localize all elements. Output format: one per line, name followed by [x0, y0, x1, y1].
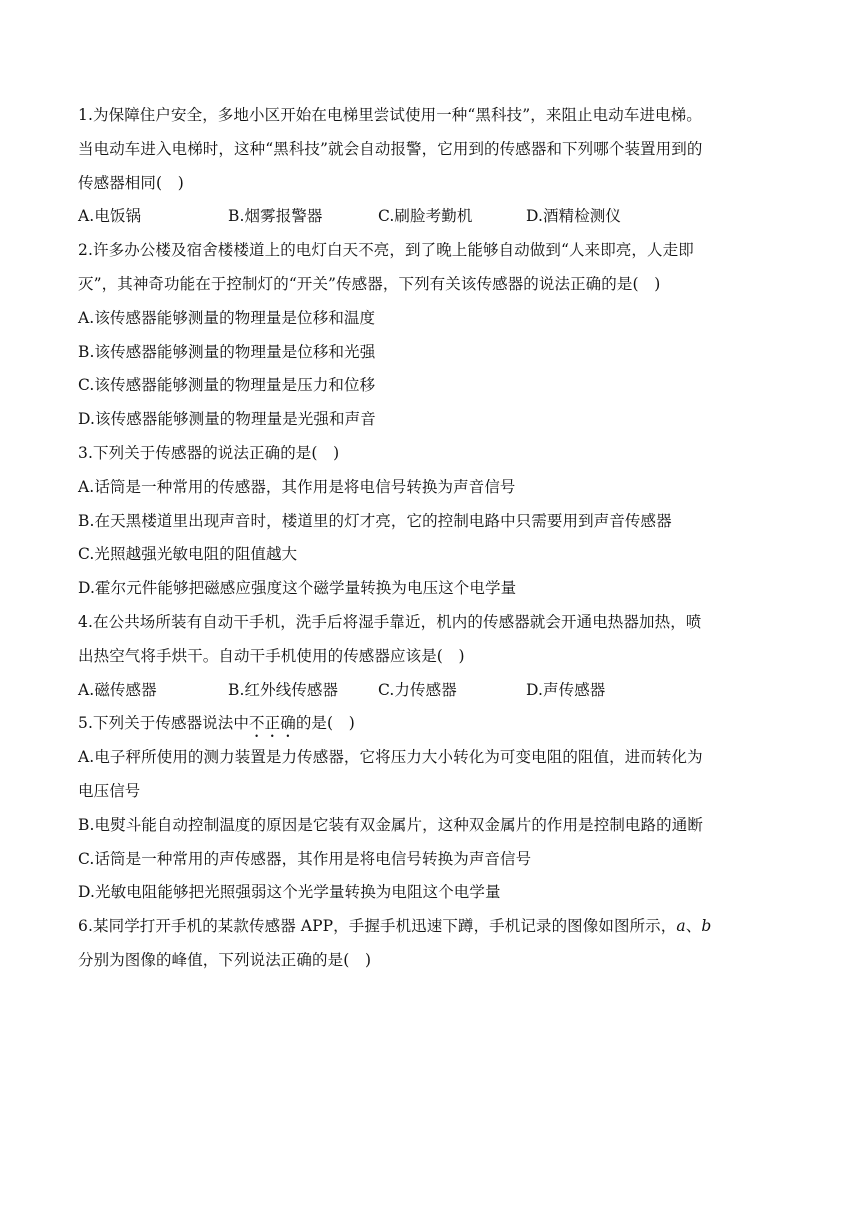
q5-option-c: C.话筒是一种常用的声传感器，其作用是将电信号转换为声音信号: [78, 849, 532, 868]
question-list: [78, 99, 778, 978]
q3-option-a: A.话筒是一种常用的传感器，其作用是将电信号转换为声音信号: [78, 477, 516, 496]
q2-option-d: D.该传感器能够测量的物理量是光强和声音: [78, 410, 376, 429]
q4-stem-line-2: 出热空气将手烘干。自动干手机使用的传感器应该是( ): [78, 646, 465, 665]
q4-option-b: B.红外线传感器: [228, 680, 339, 699]
q2-option-c: C.该传感器能够测量的物理量是压力和位移: [78, 376, 376, 395]
q5-option-d: D.光敏电阻能够把光照强弱这个光学量转换为电阻这个电学量: [78, 883, 501, 902]
q4-option-a: A.磁传感器: [78, 680, 157, 699]
q5-option-b: B.电熨斗能自动控制温度的原因是它装有双金属片，这种双金属片的作用是控制电路的通断: [78, 815, 703, 834]
q6-var-b: b: [701, 917, 712, 936]
q1-stem-line-2: 当电动车进入电梯时，这种“黑科技”就会自动报警，它用到的传感器和下列哪个装置用到的: [78, 139, 703, 158]
q1-options: [78, 200, 778, 234]
q4-option-c: C.力传感器: [378, 680, 457, 699]
q1-stem-line-3: 传感器相同( ): [78, 173, 184, 192]
q6-stem-line-1: [78, 910, 778, 944]
q5-stem-suffix: 的是( ): [295, 714, 355, 733]
q6-var-a: a: [676, 917, 686, 936]
q3-stem: 3.下列关于传感器的说法正确的是( ): [78, 443, 340, 462]
q2-option-a: A.该传感器能够测量的物理量是位移和温度: [78, 308, 376, 327]
q3-option-c: C.光照越强光敏电阻的阻值越大: [78, 545, 298, 564]
q1-option-c: C.刷脸考勤机: [378, 207, 473, 226]
q1-option-b: B.烟雾报警器: [228, 207, 323, 226]
q6-stem-line-2: 分别为图像的峰值，下列说法正确的是( ): [78, 950, 372, 969]
q6-stem-prefix: 6.某同学打开手机的某款传感器 APP，手握手机迅速下蹲，手机记录的图像如图所示，: [78, 917, 677, 936]
q4-option-d: D.声传感器: [526, 680, 606, 699]
q5-stem: [78, 707, 778, 741]
q5-stem-prefix: 5.下列关于传感器说法中: [78, 714, 249, 733]
q2-option-b: B.该传感器能够测量的物理量是位移和光强: [78, 342, 376, 361]
q5-stem-emphasis: 不正确: [249, 714, 296, 733]
q5-option-a-line-2: 电压信号: [78, 781, 141, 800]
q2-stem-line-1: 2.许多办公楼及宿舍楼楼道上的电灯白天不亮，到了晚上能够自动做到“人来即亮，人走即: [78, 241, 694, 260]
q3-option-b: B.在天黑楼道里出现声音时，楼道里的灯才亮，它的控制电路中只需要用到声音传感器: [78, 511, 672, 530]
q4-stem-line-1: 4.在公共场所装有自动干手机，洗手后将湿手靠近，机内的传感器就会开通电热器加热，喷: [78, 612, 702, 631]
q6-separator: 、: [685, 917, 702, 936]
q5-option-a-line-1: A.电子秤所使用的测力装置是力传感器，它将压力大小转化为可变电阻的阻值，进而转化为: [78, 748, 703, 767]
q1-option-d: D.酒精检测仪: [526, 207, 622, 226]
q1-stem-line-1: 1.为保障住户安全，多地小区开始在电梯里尝试使用一种“黑科技”，来阻止电动车进电梯。: [78, 106, 702, 124]
q3-option-d: D.霍尔元件能够把磁感应强度这个磁学量转换为电压这个电学量: [78, 579, 517, 598]
q4-options: [78, 674, 778, 708]
q2-stem-line-2: 灭”，其神奇功能在于控制灯的“开关”传感器，下列有关该传感器的说法正确的是( ): [78, 274, 661, 293]
q1-option-a: A.电饭锅: [78, 207, 142, 226]
